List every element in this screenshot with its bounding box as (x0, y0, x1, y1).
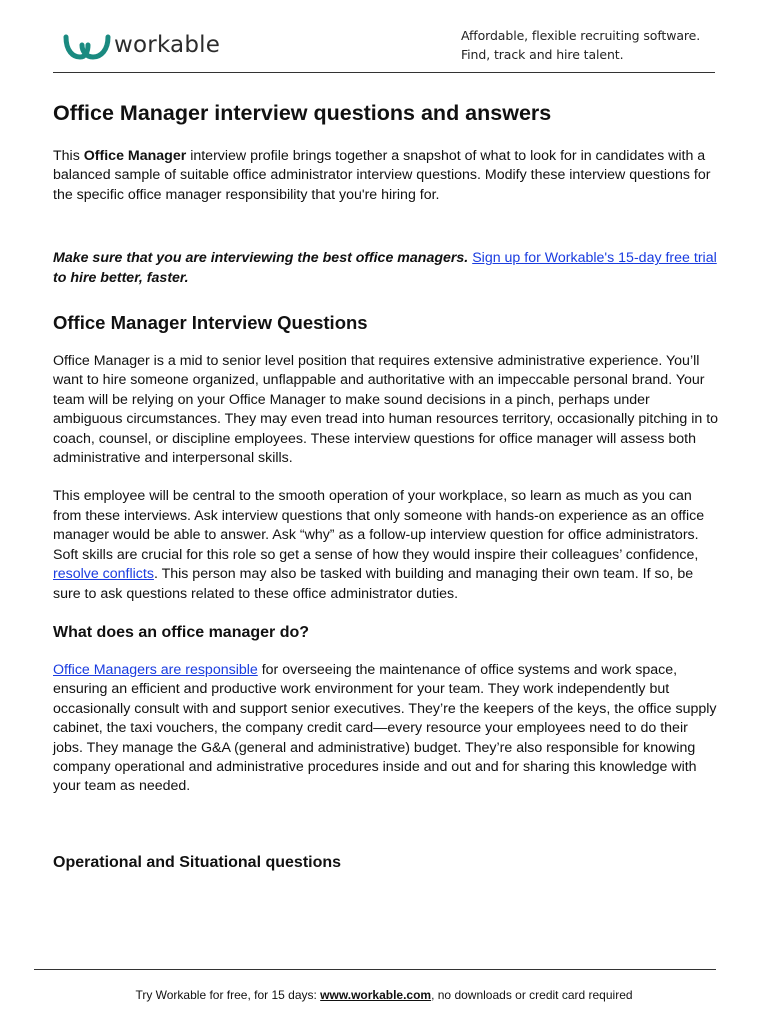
logo-wordmark: workable (114, 32, 221, 58)
cta-tail: to hire better, faster. (53, 269, 189, 286)
tagline-line-2: Find, track and hire talent. (461, 47, 624, 62)
article-body (53, 98, 721, 874)
header-tagline (461, 26, 700, 64)
header-divider (53, 72, 715, 73)
footer-text-after: , no downloads or credit card required (431, 988, 633, 1002)
role-paragraph (53, 661, 721, 797)
cta-lead: Make sure that you are interviewing the best office managers. (53, 250, 469, 267)
para2-text-after: . This person may also be tasked with building and managing their own team. If so, be sure to ask questions related to these office administrator duties. (53, 566, 694, 602)
questions-paragraph-2 (53, 487, 721, 603)
page-header (0, 0, 768, 74)
resolve-conflicts-link[interactable]: resolve conflicts (53, 566, 154, 583)
intro-text-after: interview profile brings together a snapshot of what to look for in candidates with a balanced sample of suitable office administrator interview questions. Modify these interview questions for the specific office manager responsibility that you're hiring for. (53, 148, 711, 203)
footer-divider (34, 969, 716, 970)
tagline-line-1: Affordable, flexible recruiting software. (461, 28, 701, 43)
workable-logo-icon (62, 31, 112, 61)
questions-paragraph-1: Office Manager is a mid to senior level position that requires extensive administrative experience. You’ll want to hire someone organized, unflappable and authoritative with an impeccable personal brand. Your team will be relying on your Office Manager to make sound decisions in a pinch, perhaps under ambiguous circumstances. They may even tread into human resources territory, occasionally pitching in to coach, counsel, or discipline employees. These interview questions for office manager will assess both administrative and interpersonal skills. (53, 353, 719, 467)
footer-text-before: Try Workable for free, for 15 days: (135, 988, 321, 1002)
free-trial-link[interactable]: Sign up for Workable's 15-day free trial (472, 250, 717, 267)
workable-logo[interactable] (62, 30, 220, 62)
intro-paragraph (53, 147, 721, 205)
office-manager-role-heading: What does an office manager do? (53, 623, 310, 641)
operational-questions-heading: Operational and Situational questions (53, 853, 342, 871)
intro-role-name: Office Manager (83, 148, 187, 164)
role-text: for overseeing the maintenance of office systems and work space, ensuring an efficient and productive work environment for your team. They work independently but occasionally consult with and support senior executives. They’re the keepers of the keys, the office supply cabinet, the taxi vouchers, the company credit card—every resource your employees need to do their jobs. They manage the G&A (general and administrative) budget. They’re also responsible for knowing company operational and administrative procedures inside and out and for sharing this knowledge with your team as needed. (53, 661, 717, 795)
intro-text-before: This (53, 148, 84, 164)
page-title: Office Manager interview questions and answers (53, 101, 552, 125)
cta-paragraph (53, 249, 721, 288)
workable-website-link[interactable]: www.workable.com (320, 988, 432, 1002)
page-footer (0, 987, 768, 1003)
para2-text-before: This employee will be central to the smooth operation of your workplace, so learn as much as you can from these interviews. Ask interview questions that only someone with hands-on experience as an office manager would be able to answer. Ask “why” as a follow-up interview question for office administrators. Soft skills are crucial for this role so get a sense of how they would inspire their colleagues’ confidence, (53, 488, 705, 563)
interview-questions-heading: Office Manager Interview Questions (53, 312, 368, 334)
office-managers-responsible-link[interactable]: Office Managers are responsible (53, 661, 258, 678)
